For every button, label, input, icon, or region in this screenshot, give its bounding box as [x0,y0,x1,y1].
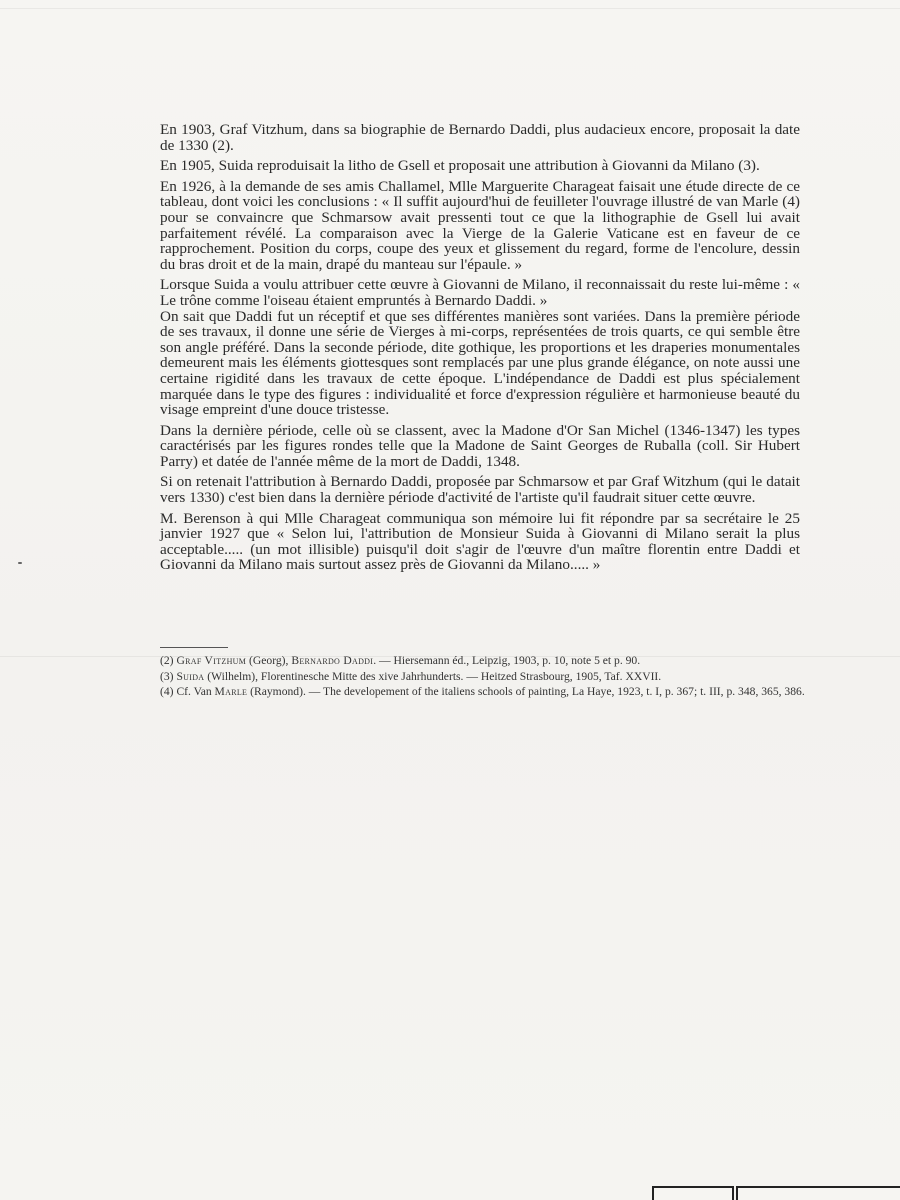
body-text [160,122,800,578]
paragraph-1903: En 1903, Graf Vitzhum, dans sa biographie de Bernardo Daddi, plus audacieux encore, proposait la date de 1330 (2). [160,121,800,154]
footnote-reference: Florentinesche Mitte des xive Jahrhunderts. — Heitzed Strasbourg, 1905, Taf. XXVII. [260,669,662,683]
footnote-title: Bernardo Daddi [291,654,374,667]
paragraph-1926: En 1926, à la demande de ses amis Challamel, Mlle Marguerite Charageat faisait une étude directe de ce tableau, dont voici les conclusions : « Il suffit aujourd'hui de feuilleter l'ouvrage illustré de van Marle (4) pour se convaincre que Schmarsow avait pressenti tout ce que la lithographie de Gsell lui avait parfaitement révélé. La comparaison avec la Vierge de la Galerie Vaticane est en faveur de ce rapprochement. Position du corps, coupe des yeux et glissement du regard, forme de l'encolure, dessin du bras droit et de la main, drapé du manteau sur l'épaule. » [160,177,800,273]
footnotes [160,654,806,701]
footnote-number: (2) [160,654,174,667]
paragraph-last-period: Dans la dernière période, celle où se classent, avec la Madone d'Or San Michel (1346-1347) les types caractérisés par les figures rondes telle que la Madone de Saint Georges de Ruballa (coll. Sir Hubert Parry) et datée de l'année même de la mort de Daddi, 1348. [160,421,800,470]
footnote-4 [160,685,806,700]
footnote-number: (4) [160,685,174,698]
footnote-divider [160,647,228,648]
paragraph-berenson: M. Berenson à qui Mlle Charageat communiqua son mémoire lui fit répondre par sa secrétaire le 25 janvier 1927 que « Selon lui, l'attribution de Monsieur Suida à Giovanni di Milano serait la plus acceptable..... (un mot illisible) puisqu'il doit s'agir de l'œuvre d'un maître florentin entre Daddi et Giovanni da Milano mais surtout assez près de Giovanni da Milano..... » [160,509,800,574]
paragraph-attribution: Si on retenait l'attribution à Bernardo Daddi, proposée par Schmarsow et par Graf Witzhum (qui le datait vers 1330) c'est bien dans la dernière période d'activité de l'artiste qu'il faudrait situer cette œuvre. [160,473,800,507]
stray-ink-mark [18,562,22,564]
footnote-3 [160,670,806,685]
footnote-author-detail: (Georg), [246,654,292,667]
footnote-reference: . — Hiersemann éd., Leipzig, 1903, p. 10, note 5 et p. 90. [373,654,641,667]
footnote-author-detail: (Wilhelm), [204,669,261,683]
footnote-2 [160,654,806,669]
paragraph-1905: En 1905, Suida reproduisait la litho de Gsell et proposait une attribution à Giovanni da Milano (3). [160,157,760,175]
binder-tab-left [652,1186,734,1200]
paragraph-suida-daddi: Lorsque Suida a voulu attribuer cette œuvre à Giovanni de Milano, il reconnaissait du reste lui-même : « Le trône comme l'oiseau étaient empruntés à Bernardo Daddi. » On sait que Daddi fut un réceptif et que ses différentes manières sont variées. Dans la première période de ses travaux, il donne une série de Vierges à mi-corps, représentées de trois quarts, ce qui semble être son angle préféré. Dans la seconde période, dite gothique, les proportions et les draperies monumentales demeurent mais les éléments giottesques sont remplacés par une plus grande élégance, on note aussi une certaine rigidité dans les travaux de cette époque. L'indépendance de Daddi est plus spécialement marquée dans le type des figures : individualité et force d'expression régulière et harmonieuse beauté du visage empreint d'une douce tristesse. [160,276,800,419]
footnote-author: Suida [176,669,205,683]
footnote-reference: (Raymond). — The developement of the italiens schools of painting, La Haye, 1923, t. I, p. 367; t. III, p. 348, 365, 386. [247,685,805,698]
footnote-number: (3) [160,669,174,683]
paper-top-crease [0,8,900,9]
footnote-title: Marle [214,685,248,698]
footnote-author-detail: Cf. Van [176,685,215,698]
footnote-author: Graf Vitzhum [176,654,247,667]
binder-tab-right [736,1186,900,1200]
